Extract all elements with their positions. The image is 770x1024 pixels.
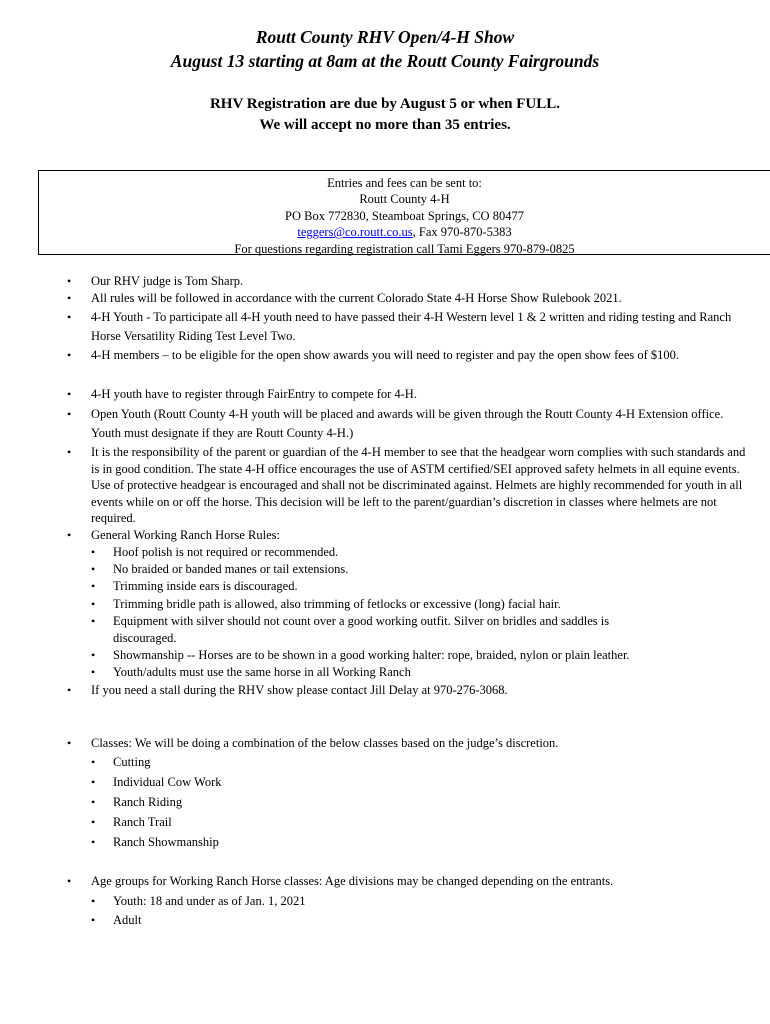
- bullet: •: [91, 614, 96, 628]
- contact-line-1: Entries and fees can be sent to:: [327, 176, 482, 190]
- list-item: • Youth: 18 and under as of Jan. 1, 2021: [91, 894, 306, 908]
- contact-box: [38, 170, 770, 255]
- fax-text: , Fax 970-870-5383: [412, 225, 512, 240]
- bullet: •: [67, 736, 72, 750]
- bullet: •: [91, 894, 96, 908]
- notice-line-1: RHV Registration are due by August 5 or when FULL.: [209, 96, 561, 112]
- list-item: • Individual Cow Work: [91, 775, 222, 789]
- notice-line-2: We will accept no more than 35 entries.: [259, 117, 511, 133]
- list-item: • No braided or banded manes or tail extensions.: [91, 562, 349, 576]
- bullet: •: [67, 310, 72, 324]
- list-item: • Cutting: [91, 755, 151, 769]
- list-item: • Showmanship -- Horses are to be shown in a good working halter: rope, braided, nylon or plain leather.: [91, 648, 630, 662]
- list-item: • Ranch Showmanship: [91, 835, 219, 849]
- bullet: •: [91, 775, 96, 789]
- bullet: •: [91, 648, 96, 662]
- list-item: • All rules will be followed in accordance with the current Colorado State 4-H Horse Show Rulebook 2021.: [91, 290, 751, 308]
- list-item: • 4-H youth have to register through FairEntry to compete for 4-H.: [91, 386, 751, 404]
- bullet: •: [67, 407, 72, 421]
- list-item: • Trimming inside ears is discouraged.: [91, 579, 298, 593]
- contact-line-4: [39, 224, 770, 240]
- bullet: •: [67, 274, 72, 288]
- list-item: • Equipment with silver should not count over a good working outfit. Silver on bridles and saddles is discouraged.: [91, 614, 610, 645]
- list-item: • If you need a stall during the RHV show please contact Jill Delay at 970-276-3068.: [91, 682, 751, 700]
- list-item: • Youth/adults must use the same horse in all Working Ranch: [91, 665, 411, 679]
- bullet: •: [91, 545, 96, 559]
- bullet: •: [67, 445, 72, 459]
- bullet: •: [67, 874, 72, 888]
- list-item: • Trimming bridle path is allowed, also trimming of fetlocks or excessive (long) facial hair.: [91, 597, 561, 611]
- list-item: • Classes: We will be doing a combination of the below classes based on the judge’s discretion.: [91, 735, 751, 753]
- bullet: •: [91, 815, 96, 829]
- contact-line-5: For questions regarding registration call Tami Eggers 970-879-0825: [234, 241, 575, 256]
- list-item: • 4-H Youth - To participate all 4-H youth need to have passed their 4-H Western level 1 & 2 written and riding testing and Ranch Horse Versatility Riding Test Level Two.: [67, 310, 732, 343]
- bullet: •: [67, 291, 72, 305]
- bullet: •: [91, 755, 96, 769]
- contact-line-3: PO Box 772830, Steamboat Springs, CO 80477: [285, 208, 524, 223]
- bullet: •: [91, 913, 96, 927]
- list-item: • 4-H members – to be eligible for the open show awards you will need to register and pay the open show fees of $100.: [91, 346, 751, 365]
- bullet: •: [67, 387, 72, 401]
- bullet: •: [91, 795, 96, 809]
- list-item: • It is the responsibility of the parent or guardian of the 4-H member to see that the headgear worn complies with such standards and is in good condition. The state 4-H office encourages the use of ASTM certified/SEI approved safety helmets in all equine events. Use of protective headgear is encouraged and shall not be discriminated against. Helmets are highly recommended for youth in all events while on or off the horse. This decision will be left to the parent/guardian’s discretion in classes where helmets are not required.: [67, 445, 746, 525]
- bullet: •: [91, 665, 96, 679]
- list-item: • General Working Ranch Horse Rules:: [91, 527, 751, 545]
- bullet: •: [91, 597, 96, 611]
- list-item: • Ranch Riding: [91, 795, 183, 809]
- list-item: • Adult: [91, 913, 142, 927]
- bullet: •: [91, 579, 96, 593]
- list-item: • Hoof polish is not required or recommended.: [91, 545, 339, 559]
- bullet: •: [91, 835, 96, 849]
- list-item: • Open Youth (Routt County 4-H youth will be placed and awards will be given through the Routt County 4-H Extension office. Youth must designate if they are Routt County 4-H.): [67, 407, 724, 440]
- contact-line-2: Routt County 4-H: [359, 192, 450, 207]
- list-item: • Age groups for Working Ranch Horse classes: Age divisions may be changed depending on the entrants.: [91, 873, 751, 891]
- title-line-1: Routt County RHV Open/4-H Show: [255, 27, 515, 47]
- bullet: •: [67, 528, 72, 542]
- bullet: •: [67, 683, 72, 697]
- list-item: • Ranch Trail: [91, 815, 172, 829]
- bullet: •: [91, 562, 96, 576]
- bullet: •: [67, 348, 72, 362]
- list-item: • Our RHV judge is Tom Sharp.: [91, 273, 751, 291]
- email-link[interactable]: teggers@co.routt.co.us: [297, 225, 413, 240]
- title-line-2: August 13 starting at 8am at the Routt County Fairgrounds: [170, 51, 600, 71]
